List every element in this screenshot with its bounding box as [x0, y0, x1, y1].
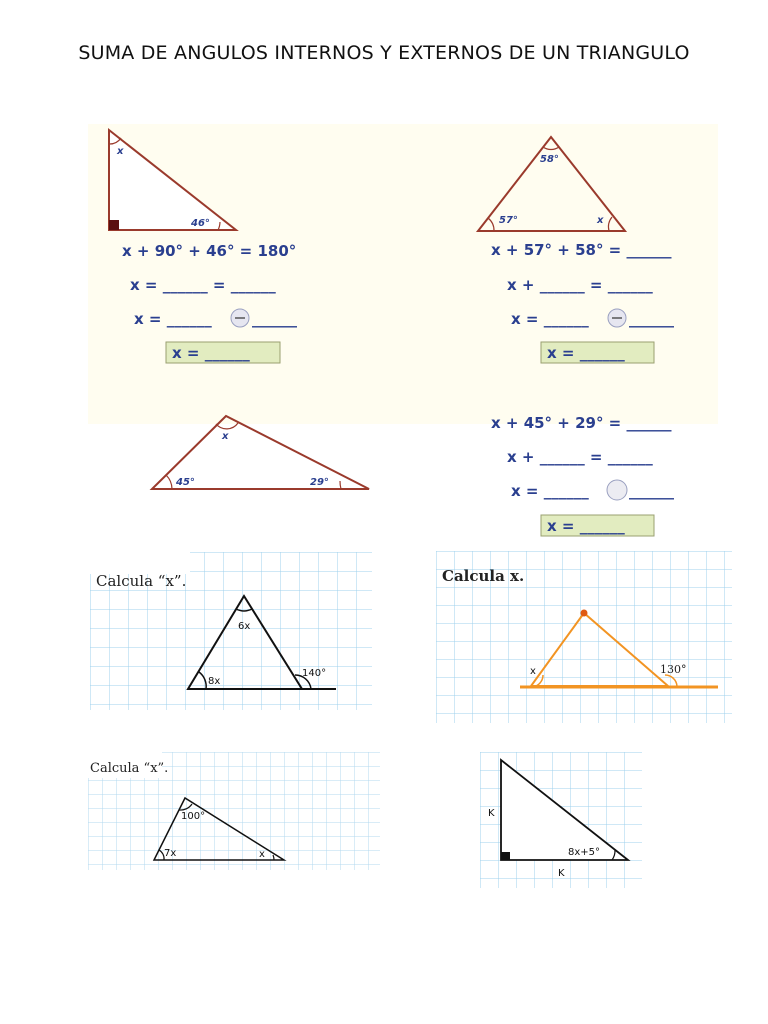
angle-label-45: 45°	[176, 477, 195, 488]
answer-2: x = ______	[547, 344, 625, 362]
grid3-top: 100°	[181, 811, 206, 822]
grid1-heading: Calcula “x”.	[96, 572, 187, 590]
eq3-line3-right: ______	[629, 482, 674, 500]
grid3-heading: Calcula “x”.	[90, 761, 169, 776]
eq3-line2: x + ______ = ______	[507, 448, 653, 466]
circle-icon	[607, 480, 627, 500]
grid3-right: x	[259, 849, 265, 860]
answer-1: x = ______	[172, 344, 250, 362]
grid-exercise-3	[88, 752, 380, 870]
grid4-side-h: K	[558, 868, 565, 879]
eq2-line1: x + 57° + 58° = ______	[491, 241, 672, 259]
eq1-line1: x + 90° + 46° = 180°	[122, 242, 297, 260]
grid-exercise-4	[480, 752, 642, 888]
grid-exercise-1	[90, 552, 372, 710]
angle-label-29: 29°	[310, 477, 329, 488]
eq1-line2: x = ______ = ______	[130, 276, 276, 294]
answer-3: x = ______	[547, 517, 625, 535]
page-title: SUMA DE ANGULOS INTERNOS Y EXTERNOS DE UN TRIANGULO	[78, 42, 690, 64]
eq2-line3-left: x = ______	[511, 310, 589, 328]
angle-label-46: 46°	[191, 218, 210, 229]
angle-label-x: x	[117, 146, 124, 157]
angle-label-x3: x	[222, 431, 229, 442]
grid2-left: x	[530, 666, 536, 677]
eq2-line3-right: ______	[629, 310, 674, 328]
angle-label-x2: x	[597, 215, 604, 226]
eq1-line3-right: ______	[252, 310, 297, 328]
grid3-left: 7x	[164, 848, 177, 859]
grid2-heading: Calcula x.	[442, 567, 525, 585]
eq3-line1: x + 45° + 29° = ______	[491, 414, 672, 432]
eq2-line2: x + ______ = ______	[507, 276, 653, 294]
grid4-side-v: K	[488, 808, 495, 819]
grid2-ext: 130°	[660, 663, 687, 676]
grid4-angle: 8x+5°	[568, 847, 601, 858]
grid-exercise-2	[436, 551, 732, 723]
angle-label-58: 58°	[540, 154, 559, 165]
angle-label-57: 57°	[499, 215, 518, 226]
grid1-left: 8x	[208, 676, 221, 687]
eq1-line3-left: x = ______	[134, 310, 212, 328]
grid1-ext: 140°	[302, 668, 327, 679]
grid1-top: 6x	[238, 621, 251, 632]
eq3-line3-left: x = ______	[511, 482, 589, 500]
